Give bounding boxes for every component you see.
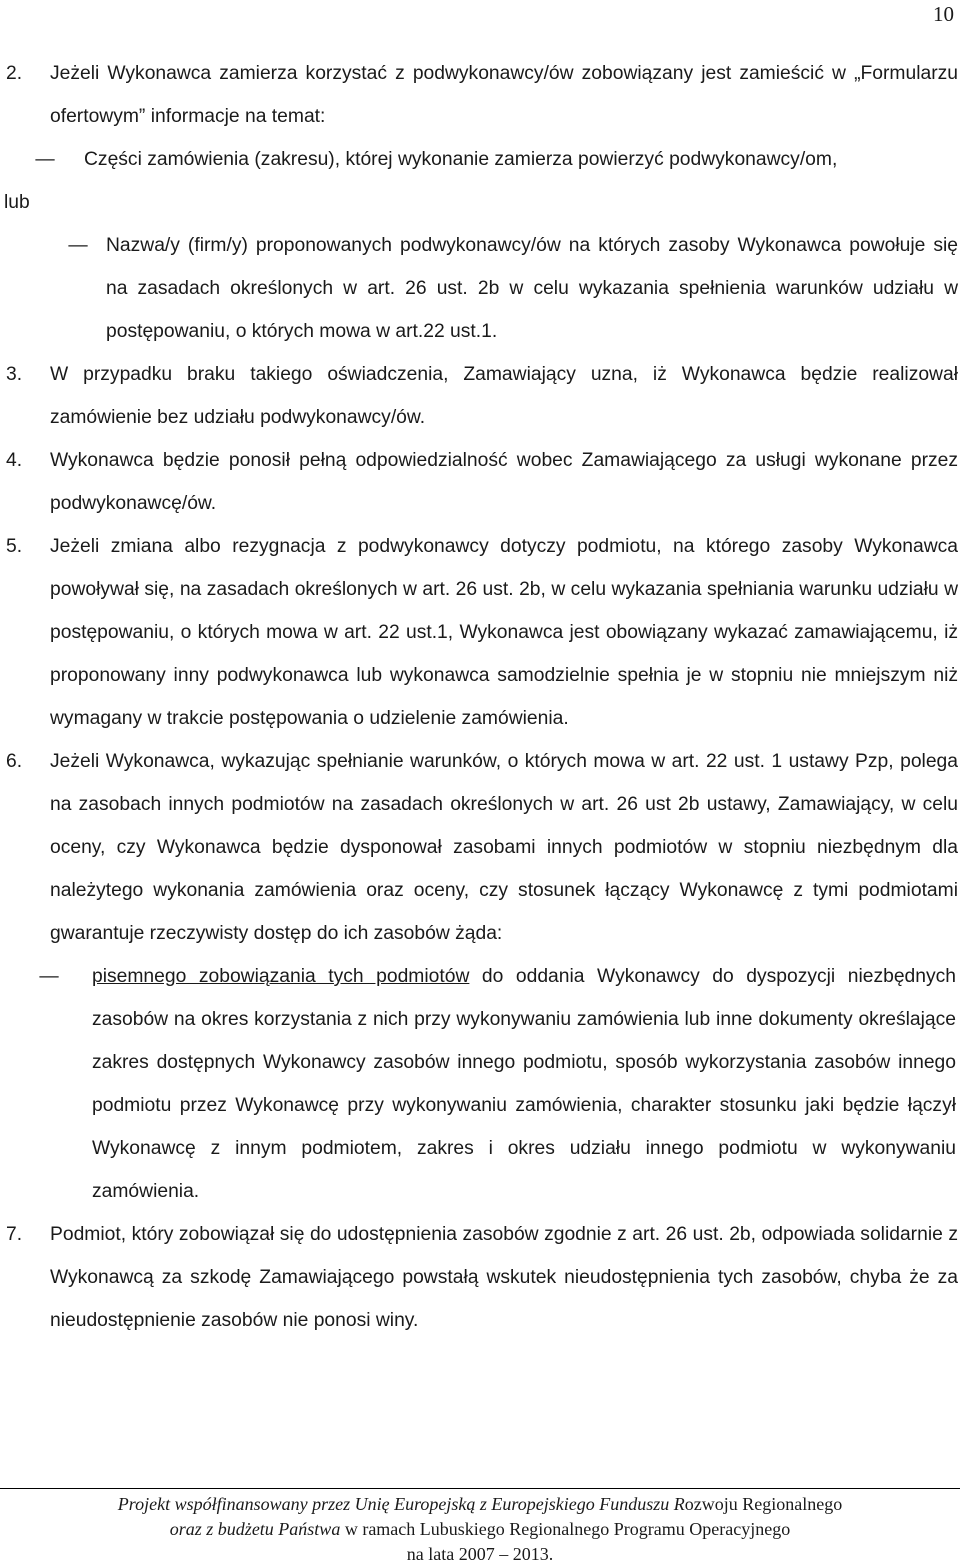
item-text: Jeżeli Wykonawca zamierza korzystać z podwykonawcy/ów zobowiązany jest zamieścić w „Formularzu ofertowym” informacje na temat: [50, 63, 958, 127]
list-item-2 [0, 52, 960, 138]
item-number: 3. [6, 364, 23, 385]
item-number: 5. [6, 536, 23, 557]
footer-line-1: Projekt współfinansowany przez Unię Europejską z Europejskiego Funduszu Rozwoju Regionalnego [117, 1494, 843, 1514]
list-item-3 [0, 353, 960, 439]
underlined-phrase: pisemnego zobowiązania tych podmiotów [92, 966, 470, 987]
item-text: W przypadku braku takiego oświadczenia, Zamawiający uzna, iż Wykonawca będzie realizował zamówienie bez udziału podwykonawcy/ów. [50, 364, 958, 428]
bullet-text: Części zamówienia (zakresu), której wykonanie zamierza powierzyć podwykonawcy/om, [84, 149, 838, 170]
footer-line-2: oraz z budżetu Państwa w ramach Lubuskiego Regionalnego Programu Operacyjnego [169, 1519, 791, 1539]
item-number: 4. [6, 450, 23, 471]
item-text: Podmiot, który zobowiązał się do udostępnienia zasobów zgodnie z art. 26 ust. 2b, odpowiada solidarnie z Wykonawcą za szkodę Zamawiającego powstałą wskutek nieudostępnienia tych zasobów, chyba że za nieudostępnienie zasobów nie ponosi winy. [50, 1224, 958, 1331]
page-number: 10 [933, 2, 954, 26]
list-item-6 [0, 740, 960, 955]
bullet-text [92, 955, 956, 1213]
item-number: 2. [6, 63, 23, 84]
item-text: Jeżeli Wykonawca, wykazując spełnianie warunków, o których mowa w art. 22 ust. 1 ustawy Pzp, polega na zasobach innych podmiotów na zasadach określonych w art. 26 ust 2b ustawy, Zamawiający, w celu oceny, czy Wykonawca będzie dysponował zasobami innych podmiotów w stopniu niezbędnym dla należytego wykonania zamówienia oraz oceny, czy stosunek łączący Wykonawcę z tymi podmiotami gwarantuje rzeczywisty dostęp do ich zasobów żąda: [50, 751, 958, 944]
item-text: Wykonawca będzie ponosił pełną odpowiedzialność wobec Zamawiającego za usługi wykonane przez podwykonawcę/ów. [50, 450, 958, 514]
dash-bullet-icon: — [35, 149, 55, 170]
footer-divider [0, 1488, 960, 1489]
bullet-item [0, 224, 960, 353]
connector-word: lub [4, 192, 30, 213]
document-body [0, 52, 960, 1342]
item-number: 6. [6, 751, 23, 772]
item-text: Jeżeli zmiana albo rezygnacja z podwykonawcy dotyczy podmiotu, na którego zasoby Wykonawca powoływał się, na zasadach określonych w art. 26 ust. 2b, w celu wykazania spełniania warunku udziału w postępowaniu, o których mowa w art. 22 ust.1, Wykonawca jest obowiązany wykazać zamawiającemu, iż proponowany inny podwykonawca lub wykonawca samodzielnie spełnia je w stopniu nie mniejszym niż wymagany w trakcie postępowania o udzielenie zamówienia. [50, 536, 958, 729]
list-item-4 [0, 439, 960, 525]
bullet-item [0, 138, 960, 181]
bullet-item [0, 955, 960, 1213]
footer [0, 1492, 960, 1567]
item-number: 7. [6, 1224, 23, 1245]
bullet-text-rest: do oddania Wykonawcy do dyspozycji niezbędnych zasobów na okres korzystania z nich przy wykonywaniu zamówienia lub inne dokumenty określające zakres dostępnych Wykonawcy zasobów innego podmiotu, sposób wykorzystania zasobów innego podmiotu przez Wykonawcę przy wykonywaniu zamówienia, charakter stosunku jaki będzie łączył Wykonawcę z innym podmiotem, zakres i okres udziału innego podmiotu w wykonywaniu zamówienia. [92, 966, 956, 1202]
list-item-5 [0, 525, 960, 740]
footer-line-3: na lata 2007 – 2013. [406, 1544, 554, 1564]
dash-bullet-icon: — [39, 966, 59, 987]
dash-bullet-icon: — [68, 235, 88, 256]
list-item-7 [0, 1213, 960, 1342]
bullet-text: Nazwa/y (firm/y) proponowanych podwykonawcy/ów na których zasoby Wykonawca powołuje się na zasadach określonych w art. 26 ust. 2b w celu wykazania spełnienia warunków udziału w postępowaniu, o których mowa w art.22 ust.1. [106, 235, 958, 342]
